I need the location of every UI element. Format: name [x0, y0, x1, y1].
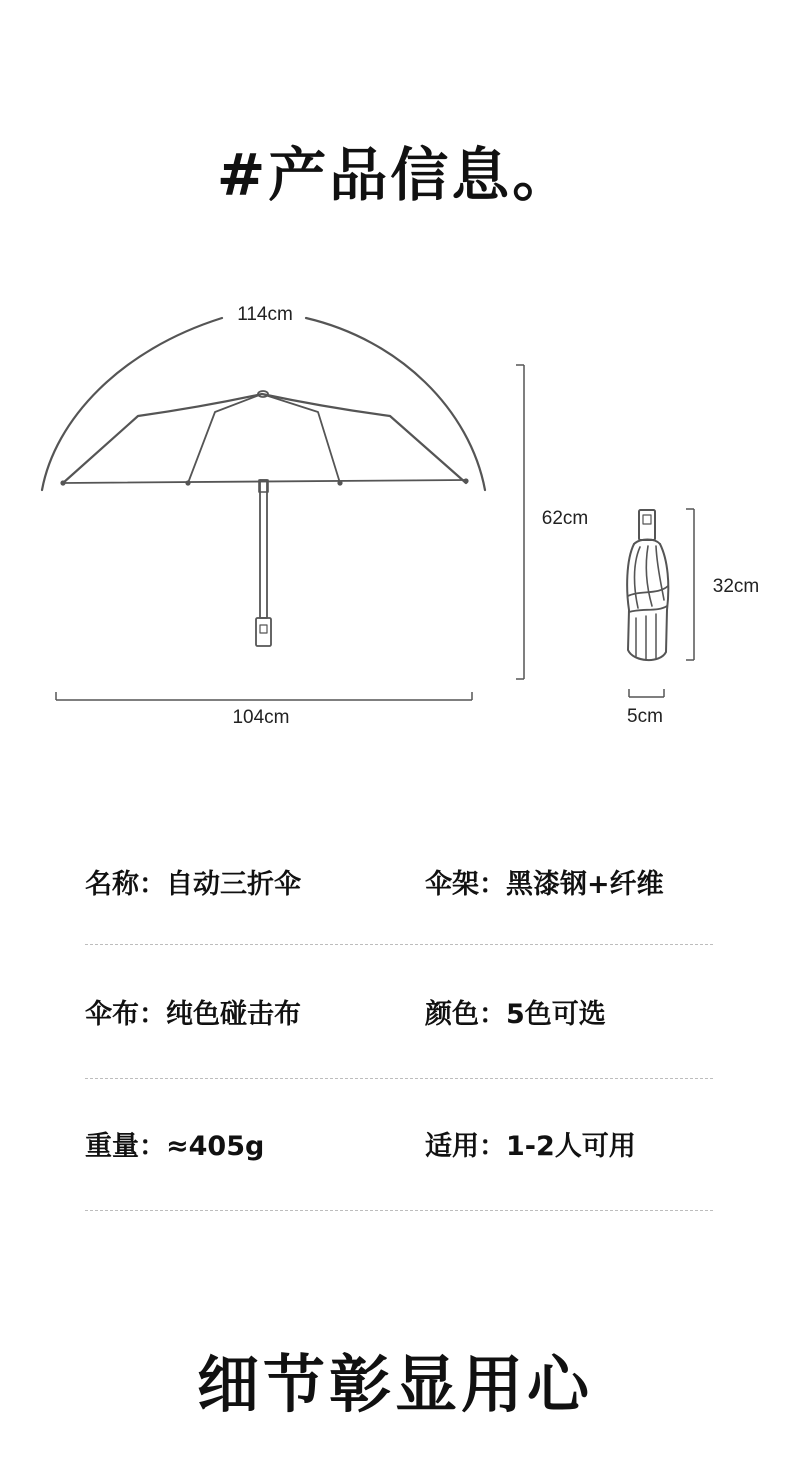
umbrella-canopy [63, 394, 466, 483]
spec-frame [425, 862, 664, 901]
spec-divider [85, 1078, 713, 1079]
spec-divider [85, 1210, 713, 1211]
spec-divider [85, 944, 713, 945]
spec-value: 5色可选 [506, 999, 606, 1030]
spec-label: 名称： [85, 869, 166, 900]
spec-label: 伞架： [425, 869, 506, 900]
spec-row [85, 862, 713, 922]
arc-dimension-right [306, 318, 485, 490]
spec-label: 伞布： [85, 999, 166, 1030]
height-label: 62cm [541, 508, 589, 529]
open-umbrella-illustration [42, 318, 485, 646]
section-title: 细节彰显用心 [196, 1348, 593, 1421]
diameter-label: 104cm [232, 707, 290, 728]
folded-width-bracket [629, 689, 664, 697]
spec-value: 纯色碰击布 [166, 999, 301, 1030]
height-dimension-bracket [516, 365, 524, 679]
spec-value: ≈405g [166, 1131, 265, 1162]
folded-width-label: 5cm [627, 706, 663, 727]
spec-label: 适用： [425, 1131, 506, 1162]
spec-row [85, 992, 713, 1052]
spec-value: 黑漆钢+纤维 [506, 869, 664, 900]
spec-label: 重量： [85, 1131, 166, 1162]
diameter-dimension-bracket [56, 692, 472, 700]
spec-value: 自动三折伞 [166, 869, 301, 900]
page-title: #产品信息。 [216, 141, 574, 209]
umbrella-shaft [260, 480, 267, 618]
spec-row [85, 1124, 713, 1184]
folded-length-bracket [686, 509, 694, 660]
spec-label: 颜色： [425, 999, 506, 1030]
spec-name [85, 862, 301, 901]
folded-length-label: 32cm [712, 576, 760, 597]
umbrella-dimension-diagram [0, 280, 790, 740]
umbrella-handle [256, 618, 271, 646]
spec-value: 1-2人可用 [506, 1131, 636, 1162]
spec-capacity [425, 1124, 636, 1163]
folded-umbrella-illustration [627, 510, 668, 660]
arc-length-label: 114cm [237, 304, 293, 325]
spec-fabric [85, 992, 301, 1031]
spec-color [425, 992, 606, 1031]
spec-weight [85, 1124, 264, 1163]
